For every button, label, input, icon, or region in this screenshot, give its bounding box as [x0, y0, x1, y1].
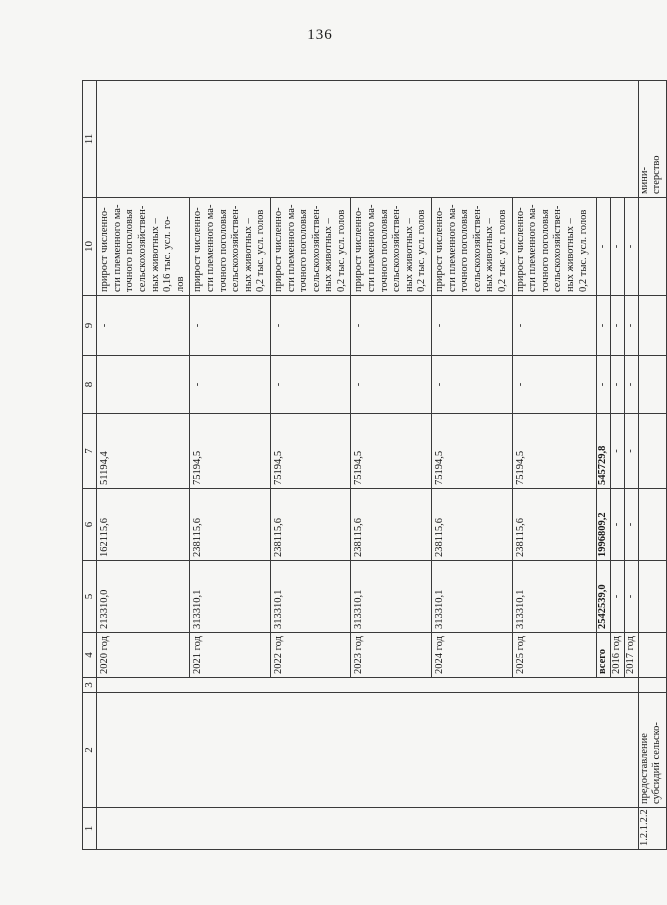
row-code-cell — [97, 808, 638, 850]
rotated-table-container — [82, 81, 663, 850]
amount-cell: - — [624, 296, 638, 356]
total-label-cell: всего — [596, 633, 610, 678]
amount-cell: - — [610, 561, 624, 633]
amount-cell: - — [432, 296, 513, 356]
amount-cell: - — [624, 414, 638, 489]
amount-cell: - — [596, 296, 610, 356]
result-cell: прирост численно- сти племенного ма- точного поголовья сельскохозяйствен- ных животных – 0,2 тыс. усл. голов — [432, 198, 513, 296]
year-cell: 2017 год — [624, 633, 638, 678]
year-cell: 2023 год — [351, 633, 432, 678]
empty-cell — [638, 296, 666, 356]
amount-cell: - — [610, 296, 624, 356]
year-cell: 2021 год — [190, 633, 271, 678]
amount-cell: - — [351, 356, 432, 414]
amount-cell: - — [624, 561, 638, 633]
year-cell: 2022 год — [270, 633, 351, 678]
header-cell: 9 — [83, 296, 97, 356]
amount-cell: - — [432, 356, 513, 414]
amount-cell: - — [97, 296, 190, 356]
header-cell: 1 — [83, 808, 97, 850]
amount-cell: 313310,1 — [270, 561, 351, 633]
empty-cell — [638, 356, 666, 414]
header-cell: 6 — [83, 489, 97, 561]
header-row — [83, 81, 97, 850]
amount-cell: 238115,6 — [351, 489, 432, 561]
page-number: 136 — [307, 27, 333, 43]
amount-cell: 75194,5 — [190, 414, 271, 489]
amount-cell: 51194,4 — [97, 414, 190, 489]
total-amount-cell: 545729,8 — [596, 414, 610, 489]
amount-cell: 313310,1 — [190, 561, 271, 633]
amount-cell: - — [190, 296, 271, 356]
amount-cell: - — [270, 356, 351, 414]
amount-cell: 313310,1 — [512, 561, 596, 633]
result-cell: прирост численно- сти племенного ма- точного поголовья сельскохозяйствен- ных животных – 0,2 тыс. усл. голов — [270, 198, 351, 296]
amount-cell: - — [610, 489, 624, 561]
amount-cell: 313310,1 — [351, 561, 432, 633]
amount-cell: - — [624, 489, 638, 561]
amount-cell: - — [512, 296, 596, 356]
amount-cell: 238115,6 — [270, 489, 351, 561]
amount-cell: 238115,6 — [190, 489, 271, 561]
budget-table — [82, 80, 667, 850]
header-cell: 4 — [83, 633, 97, 678]
result-cell: прирост численно- сти племенного ма- точного поголовья сельскохозяйствен- ных животных – 0,2 тыс. усл. голов — [351, 198, 432, 296]
amount-cell: 75194,5 — [270, 414, 351, 489]
amount-cell: 162115,6 — [97, 489, 190, 561]
row-name-value: предоставление субсидий сельско- — [638, 693, 666, 808]
empty-cell — [97, 81, 638, 198]
header-cell: 8 — [83, 356, 97, 414]
header-cell: 7 — [83, 414, 97, 489]
year-cell: 2016 год — [610, 633, 624, 678]
year-cell: 2025 год — [512, 633, 596, 678]
year-cell: 2020 год — [97, 633, 190, 678]
amount-cell: 75194,5 — [512, 414, 596, 489]
year-cell: 2024 год — [432, 633, 513, 678]
result-cell: - — [596, 198, 610, 296]
amount-cell: - — [624, 356, 638, 414]
amount-cell: - — [351, 296, 432, 356]
empty-cell — [638, 489, 666, 561]
amount-cell — [97, 356, 190, 414]
amount-cell: - — [610, 414, 624, 489]
result-cell: прирост численно- сти племенного ма- точного поголовья сельскохозяйствен- ных животных – 0,2 тыс. усл. голов — [190, 198, 271, 296]
header-cell: 5 — [83, 561, 97, 633]
amount-cell: 213310,0 — [97, 561, 190, 633]
row-code-value: 1.2.1.2.2 — [638, 808, 666, 850]
table-row — [638, 81, 666, 850]
header-cell: 11 — [83, 81, 97, 198]
amount-cell: 75194,5 — [351, 414, 432, 489]
result-cell: - — [624, 198, 638, 296]
amount-cell: - — [270, 296, 351, 356]
total-amount-cell: 2542539,0 — [596, 561, 610, 633]
table-row — [97, 81, 190, 850]
result-cell: прирост численно- сти племенного ма- точного поголовья сельскохозяйствен- ных животных – 0,2 тыс. усл. голов — [512, 198, 596, 296]
row-name-cell — [97, 693, 638, 808]
empty-cell — [97, 678, 638, 693]
executor-cell: мини- стерство — [638, 81, 666, 198]
empty-cell — [638, 678, 666, 693]
header-cell: 2 — [83, 693, 97, 808]
total-amount-cell: 1996809,2 — [596, 489, 610, 561]
empty-cell — [638, 414, 666, 489]
amount-cell: 75194,5 — [432, 414, 513, 489]
empty-cell — [638, 561, 666, 633]
amount-cell: - — [512, 356, 596, 414]
amount-cell: - — [610, 356, 624, 414]
header-cell: 10 — [83, 198, 97, 296]
empty-cell — [638, 198, 666, 296]
amount-cell: 238115,6 — [512, 489, 596, 561]
header-cell: 3 — [83, 678, 97, 693]
amount-cell: 313310,1 — [432, 561, 513, 633]
amount-cell: - — [190, 356, 271, 414]
amount-cell: 238115,6 — [432, 489, 513, 561]
amount-cell: - — [596, 356, 610, 414]
result-cell: - — [610, 198, 624, 296]
result-cell: прирост численно- сти племенного ма- точного поголовья сельскохозяйствен- ных животных – 0,16 тыс. усл. го- лов — [97, 198, 190, 296]
empty-cell — [638, 633, 666, 678]
